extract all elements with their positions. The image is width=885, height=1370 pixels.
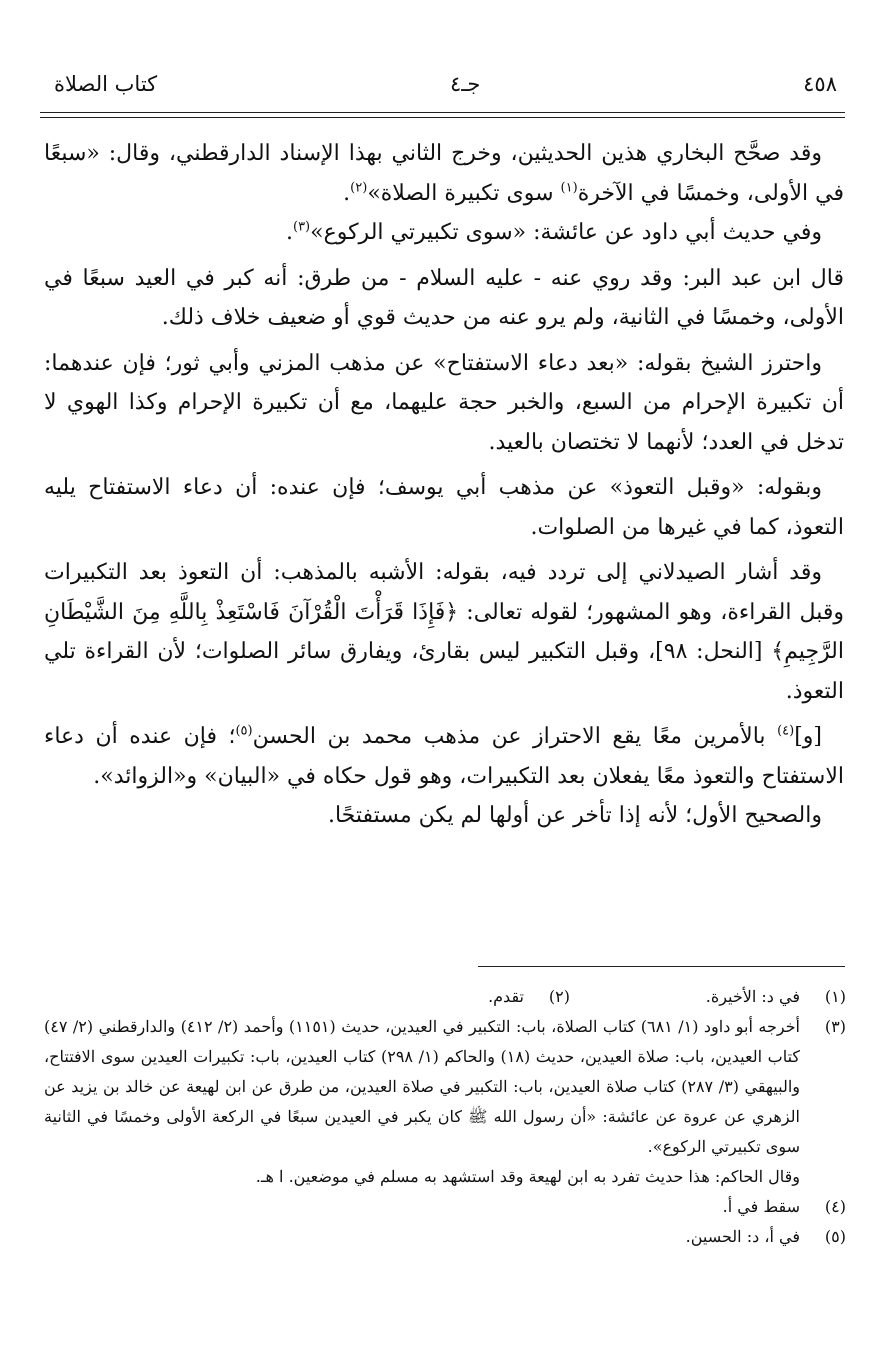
footnote-text: في أ، د: الحسين. bbox=[685, 1227, 800, 1246]
paragraph-6: وقد أشار الصيدلاني إلى تردد فيه، بقوله: الأشبه بالمذهب: أن التعوذ بعد التكبيرات وقبل القراءة، وهو المشهور؛ لقوله تعالى: ﴿فَإِذَا قَرَأْتَ الْقُرْآنَ فَاسْتَعِذْ بِاللَّهِ مِنَ الشَّيْطَانِ الرَّجِيمِ﴾ [النحل: ٩٨]، وقبل التكبير ليس بقارئ، ويفارق سائر الصلوات؛ لأن القراءة تلي التعوذ. bbox=[44, 560, 844, 704]
footnote-4 bbox=[44, 1192, 846, 1222]
footnote-number: (١) bbox=[824, 987, 846, 1006]
header-rule-secondary bbox=[40, 117, 845, 118]
footnote-text: أخرجه أبو داود (١/ ٦٨١) كتاب الصلاة، باب: التكبير في العيدين، حديث (١١٥١) وأحمد (٢/ ٤١٢) والدارقطني (٢/ ٤٧) كتاب العيدين، باب: صلاة العيدين، حديث (١٨) والحاكم (١/ ٢٩٨) كتاب العيدين، باب: تكبيرات العيدين سوى الافتتاح، والبيهقي (٣/ ٢٨٧) كتاب صلاة العيدين، باب: التكبير في صلاة العيدين، من طرق عن ابن لهيعة عن خالد بن يزيد عن الزهري عن عروة عن عائشة: «أن رسول الله ﷺ كان يكبر في العيدين سبعًا في الركعة الأولى وخمسًا في الثانية سوى تكبيرتي الركوع». bbox=[44, 1017, 801, 1156]
footnote-text: تقدم. bbox=[488, 987, 524, 1006]
paragraph-1: وقد صحَّح البخاري هذين الحديثين، وخرج الثاني بهذا الإسناد الدارقطني، وقال: «سبعًا في الأولى، وخمسًا في الآخرة$^{(١)}$ سوى تكبيرة الصلاة»$^{(٢)}$. bbox=[44, 141, 844, 206]
book-title: كتاب الصلاة bbox=[54, 72, 158, 96]
footnote-row bbox=[44, 982, 846, 1012]
footnote-1 bbox=[570, 982, 846, 1012]
paragraph-2: وفي حديث أبي داود عن عائشة: «سوى تكبيرتي الركوع»$^{(٣)}$. bbox=[285, 219, 822, 245]
footnote-ref[interactable]: (٤) bbox=[777, 723, 795, 739]
paragraph-7: [و]$^{(٤)}$ بالأمرين معًا يقع الاحتراز عن مذهب محمد بن الحسن$^{(٥)}$؛ فإن عنده أن دعاء الاستفتاح والتعوذ معًا يفعلان بعد التكبيرات، وهو قول حكاه في «البيان» و«الزوائد». bbox=[44, 723, 844, 789]
footnote-text: في د: الأخيرة. bbox=[705, 987, 800, 1006]
footnote-separator bbox=[478, 966, 845, 967]
footnote-ref[interactable]: (٢) bbox=[350, 180, 368, 196]
footnote-number: (٤) bbox=[824, 1197, 846, 1216]
paragraph-5: وبقوله: «وقبل التعوذ» عن مذهب أبي يوسف؛ فإن عنده: أن دعاء الاستفتاح يليه التعوذ، كما في غيرها من الصلوات. bbox=[44, 475, 844, 540]
volume-label: جـ٤ bbox=[450, 72, 481, 96]
footnotes bbox=[44, 982, 846, 1252]
footnote-number: (٥) bbox=[824, 1227, 846, 1246]
page-header bbox=[40, 66, 845, 106]
page-number: ٤٥٨ bbox=[803, 72, 837, 96]
footnote-ref[interactable]: (٣) bbox=[292, 219, 311, 235]
paragraph-4: واحترز الشيخ بقوله: «بعد دعاء الاستفتاح» عن مذهب المزني وأبي ثور؛ فإن عندهما: أن تكبيرة الإحرام من السبع، والخبر حجة عليهما، مع أن تكبيرة الإحرام وكذا الهوي لا تدخل في العدد؛ لأنهما لا تختصان بالعيد. bbox=[44, 350, 844, 455]
paragraph-8: والصحيح الأول؛ لأنه إذا تأخر عن أولها لم يكن مستفتحًا. bbox=[327, 803, 822, 828]
footnote-text-continued: وقال الحاكم: هذا حديث تفرد به ابن لهيعة وقد استشهد به مسلم في موضعين. ا هـ. bbox=[255, 1167, 800, 1186]
header-rule bbox=[40, 112, 845, 113]
footnote-number: (٣) bbox=[824, 1017, 846, 1036]
footnote-3 bbox=[44, 1012, 846, 1192]
paragraph-3: قال ابن عبد البر: وقد روي عنه - عليه السلام - من طرق: أنه كبر في العيد سبعًا في الأولى، وخمسًا في الثانية، ولم يرو عنه من حديث قوي أو ضعيف خلاف ذلك. bbox=[44, 265, 844, 330]
footnote-number: (٢) bbox=[548, 987, 570, 1006]
footnote-ref[interactable]: (١) bbox=[560, 180, 578, 196]
main-text bbox=[44, 134, 844, 836]
footnote-ref[interactable]: (٥) bbox=[235, 723, 253, 739]
footnote-5 bbox=[44, 1222, 846, 1252]
footnote-2 bbox=[294, 982, 570, 1012]
footnote-text: سقط في أ. bbox=[722, 1197, 800, 1216]
